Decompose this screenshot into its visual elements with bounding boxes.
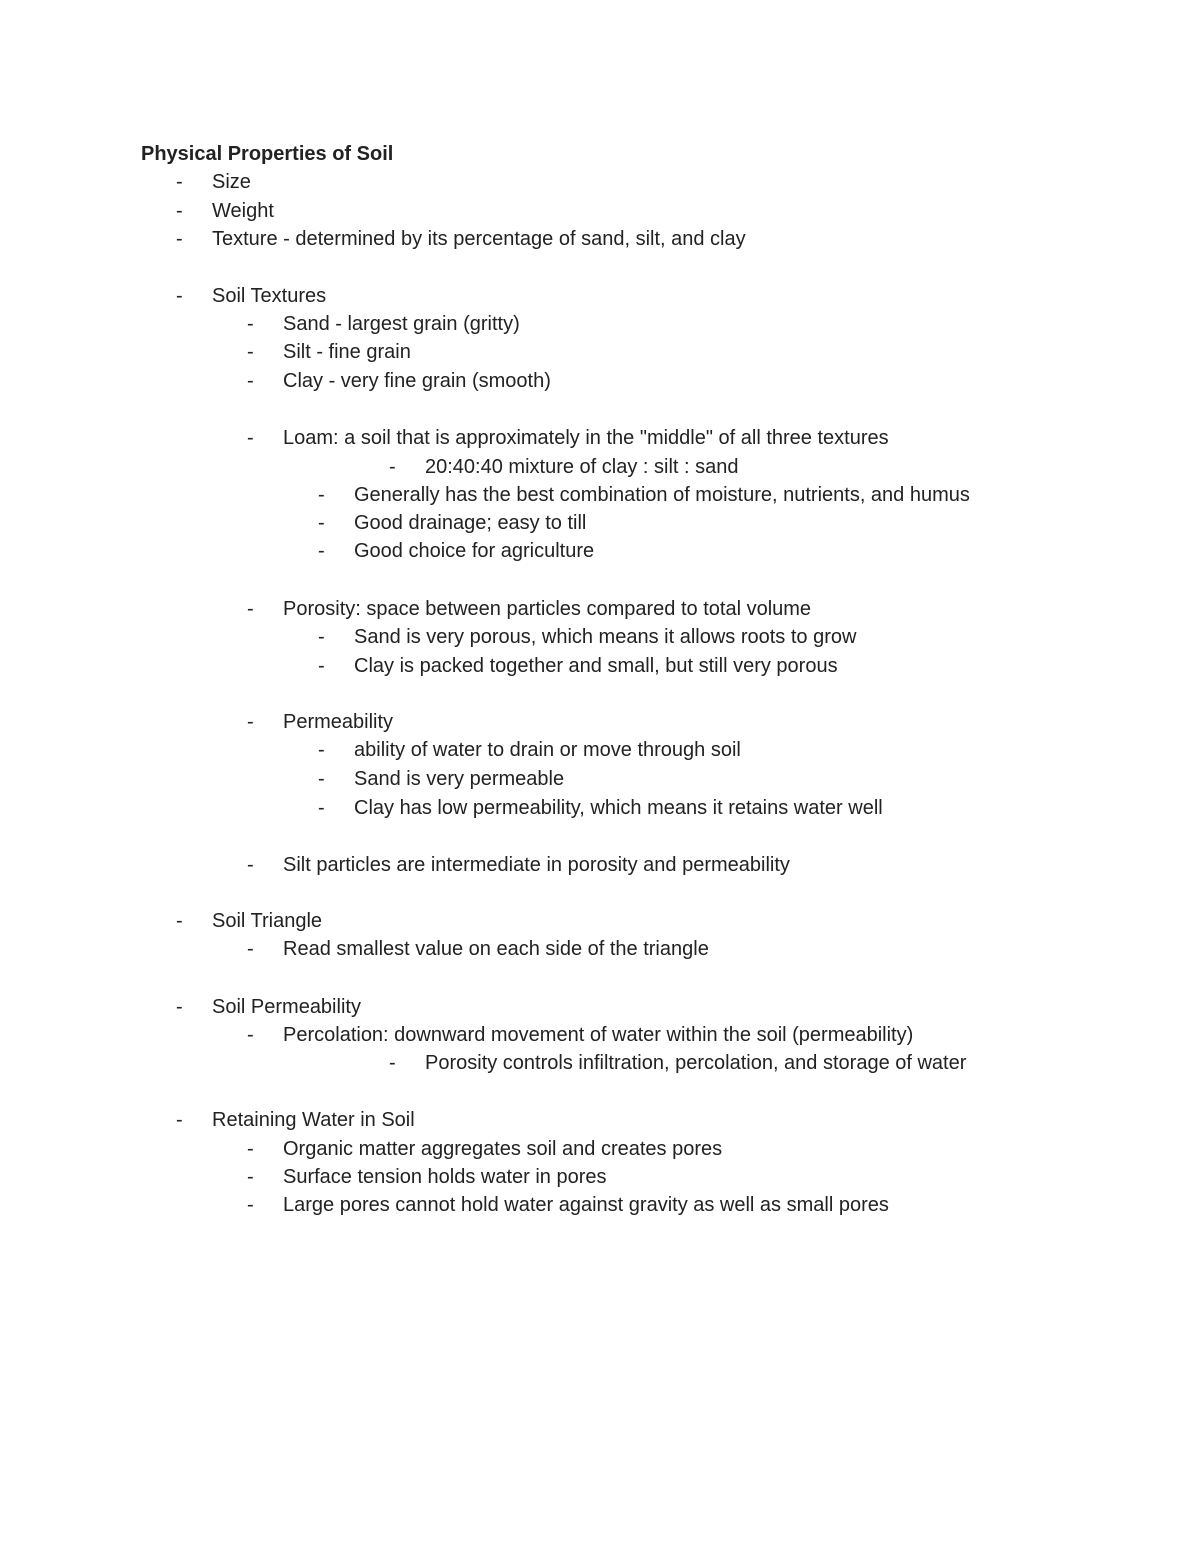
- document-title: Physical Properties of Soil: [141, 143, 394, 165]
- bullet-dash: -: [247, 370, 254, 392]
- list-item-text: Read smallest value on each side of the triangle: [283, 938, 709, 960]
- list-item-text: Porosity controls infiltration, percolation, and storage of water: [425, 1052, 967, 1074]
- bullet-dash: -: [318, 484, 325, 506]
- list-item-text: Clay - very fine grain (smooth): [283, 370, 551, 392]
- bullet-dash: -: [247, 598, 254, 620]
- bullet-dash: -: [318, 655, 325, 677]
- bullet-dash: -: [176, 285, 183, 307]
- list-item-text: Soil Triangle: [212, 910, 323, 932]
- list-item-text: Sand is very permeable: [354, 768, 565, 790]
- list-item-text: Size: [212, 171, 251, 193]
- bullet-dash: -: [318, 626, 325, 648]
- bullet-dash: -: [247, 1024, 254, 1046]
- list-item-text: Surface tension holds water in pores: [283, 1166, 607, 1188]
- list-item-text: Silt particles are intermediate in porosity and permeability: [283, 854, 790, 876]
- list-item-text: Texture - determined by its percentage of sand, silt, and clay: [212, 228, 746, 250]
- list-item-text: Retaining Water in Soil: [212, 1109, 415, 1131]
- list-item-text: Loam: a soil that is approximately in the "middle" of all three textures: [283, 427, 889, 449]
- list-item-text: Soil Textures: [212, 285, 327, 307]
- bullet-dash: -: [176, 228, 183, 250]
- bullet-dash: -: [389, 1052, 396, 1074]
- list-item-text: Clay has low permeability, which means it retains water well: [354, 797, 883, 819]
- list-item-text: Weight: [212, 200, 274, 222]
- bullet-dash: -: [247, 1138, 254, 1160]
- bullet-dash: -: [247, 711, 254, 733]
- bullet-dash: -: [247, 1194, 254, 1216]
- bullet-dash: -: [247, 341, 254, 363]
- list-item-text: Silt - fine grain: [283, 341, 411, 363]
- list-item-text: ability of water to drain or move through soil: [354, 739, 741, 761]
- list-item-text: Porosity: space between particles compared to total volume: [283, 598, 812, 620]
- list-item-text: Good choice for agriculture: [354, 540, 595, 562]
- bullet-dash: -: [176, 996, 183, 1018]
- bullet-dash: -: [176, 1109, 183, 1131]
- list-item-text: Permeability: [283, 711, 394, 733]
- list-item-text: Percolation: downward movement of water within the soil (permeability): [283, 1024, 914, 1046]
- bullet-dash: -: [247, 1166, 254, 1188]
- list-item-text: Clay is packed together and small, but still very porous: [354, 655, 838, 677]
- list-item-text: Organic matter aggregates soil and creates pores: [283, 1138, 723, 1160]
- bullet-dash: -: [247, 854, 254, 876]
- bullet-dash: -: [318, 768, 325, 790]
- list-item-text: Sand - largest grain (gritty): [283, 313, 520, 335]
- list-item-text: 20:40:40 mixture of clay : silt : sand: [425, 456, 739, 478]
- list-item-text: Soil Permeability: [212, 996, 361, 1018]
- list-item-text: Good drainage; easy to till: [354, 512, 587, 534]
- list-item-text: Sand is very porous, which means it allows roots to grow: [354, 626, 857, 648]
- bullet-dash: -: [176, 910, 183, 932]
- bullet-dash: -: [318, 512, 325, 534]
- bullet-dash: -: [176, 200, 183, 222]
- bullet-dash: -: [389, 456, 396, 478]
- bullet-dash: -: [247, 938, 254, 960]
- bullet-dash: -: [318, 540, 325, 562]
- list-item-text: Generally has the best combination of moisture, nutrients, and humus: [354, 484, 970, 506]
- bullet-dash: -: [318, 739, 325, 761]
- bullet-dash: -: [247, 427, 254, 449]
- list-item-text: Large pores cannot hold water against gravity as well as small pores: [283, 1194, 889, 1216]
- bullet-dash: -: [176, 171, 183, 193]
- bullet-dash: -: [318, 797, 325, 819]
- bullet-dash: -: [247, 313, 254, 335]
